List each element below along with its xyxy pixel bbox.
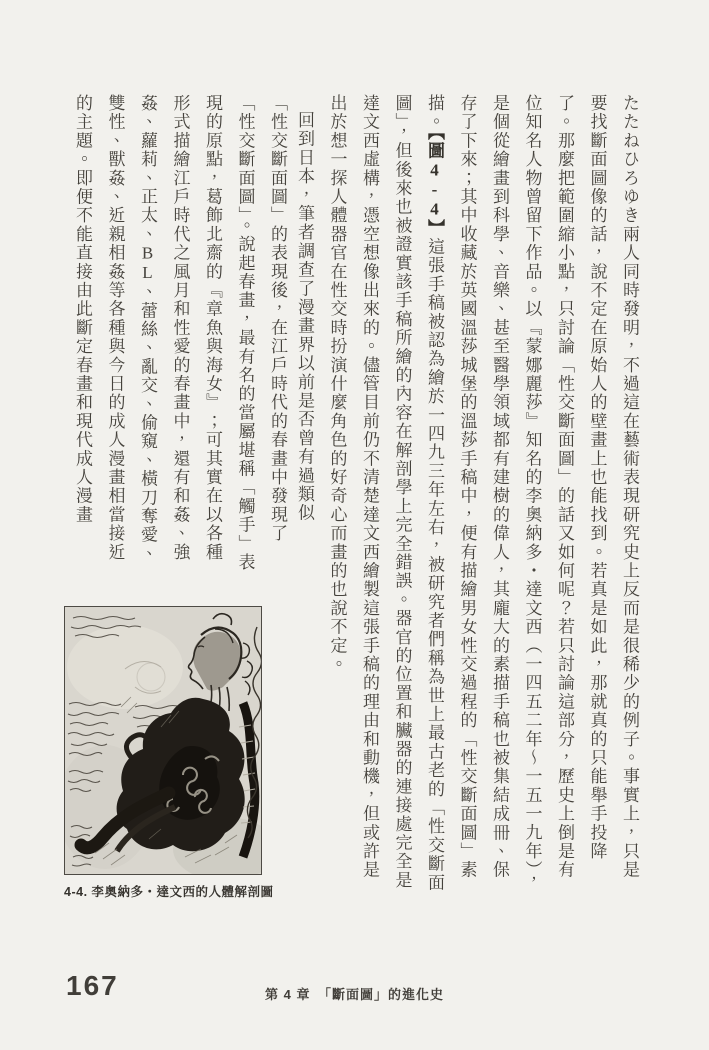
paragraph-2-text-a: 「性交斷面圖」的表現後，在江戶時代的春畫中發現了「性交斷面圖」。說起春畫，最有名的當屬堪稱「觸手」表現的原點，葛飾北齋的『章魚與海女』；可其實在以各種形式描繪江戶時代之風月和性愛的春畫中，還有和姦、強姦、蘿莉、正太、 bbox=[138, 94, 287, 572]
paragraph-1-text-a: たたねひろゆき兩人同時發明，不過這在藝術表現研究史上反而是很稀少的例子。事實上，只是要找斷面圖像的話，說不定在原始人的壁畫上也能找到。若真是如此，那就真的只能舉手投降了。那麼把範圍縮小點，只討論「性交斷面圖」的話又如何呢？若只討論這部分，歷史上倒是有位知名人物曾留下作品。以『蒙娜麗莎』知名的李奧納多・達文西（一四五二年～一五一九年），是個從繪畫到科學、音樂、甚至醫學領域都有建樹的偉人，其龐大的素描手稿也被集結成冊、保存了下來；其中收藏於英國溫莎城堡的溫莎手稿中，便有描繪男女性交過程的「性交斷面圖」素描。 bbox=[425, 94, 639, 890]
paragraph-1 bbox=[320, 94, 645, 896]
figure-4-4 bbox=[64, 606, 274, 900]
paragraph-2-bl-term: BL bbox=[138, 243, 157, 283]
continued-text-block bbox=[62, 94, 293, 580]
da-vinci-anatomical-sketch-image bbox=[64, 606, 262, 875]
paragraph-2-continued bbox=[66, 94, 294, 580]
figure-reference-open: 【圖 bbox=[425, 131, 444, 161]
figure-caption: 4-4. 李奧納多・達文西的人體解剖圖 bbox=[64, 885, 274, 899]
da-vinci-sketch-art bbox=[65, 607, 261, 874]
figure-reference-number: 4-4 bbox=[425, 160, 444, 219]
paragraph-2-opening-text: 回到日本，筆者調查了漫畫界以前是否曾有過類似 bbox=[295, 111, 314, 523]
paragraph-1-text-b: 這張手稿被認為繪於一四九三年左右，被研究者們稱為世上最古老的「性交斷面圖」，但後來也被證實該手稿所繪的內容在解剖學上完全錯誤。器官的位置和臟器的連接處完全是達文西虛構，憑空想像出來的。儘管目前仍不清楚達文西繪製這張手稿的理由和動機，但或許是出於想一探人體器官在性交時扮演什麼角色的好奇心而畫的也說不定。 bbox=[327, 94, 444, 893]
page-number: 167 bbox=[66, 970, 119, 1001]
figure-reference bbox=[425, 131, 444, 237]
paragraph-2-text-b: 、蕾絲、亂交、偷窺、橫刀奪愛、雙性、獸姦、近親相姦等各種與今日的成人漫畫相當接近的主題。即便不能直接由此斷定春畫和現代成人漫畫 bbox=[73, 94, 157, 564]
figure-reference-close: 】 bbox=[425, 218, 444, 238]
main-text-block bbox=[283, 94, 645, 896]
running-head: 第 4 章 「斷面圖」的進化史 bbox=[265, 987, 444, 1002]
